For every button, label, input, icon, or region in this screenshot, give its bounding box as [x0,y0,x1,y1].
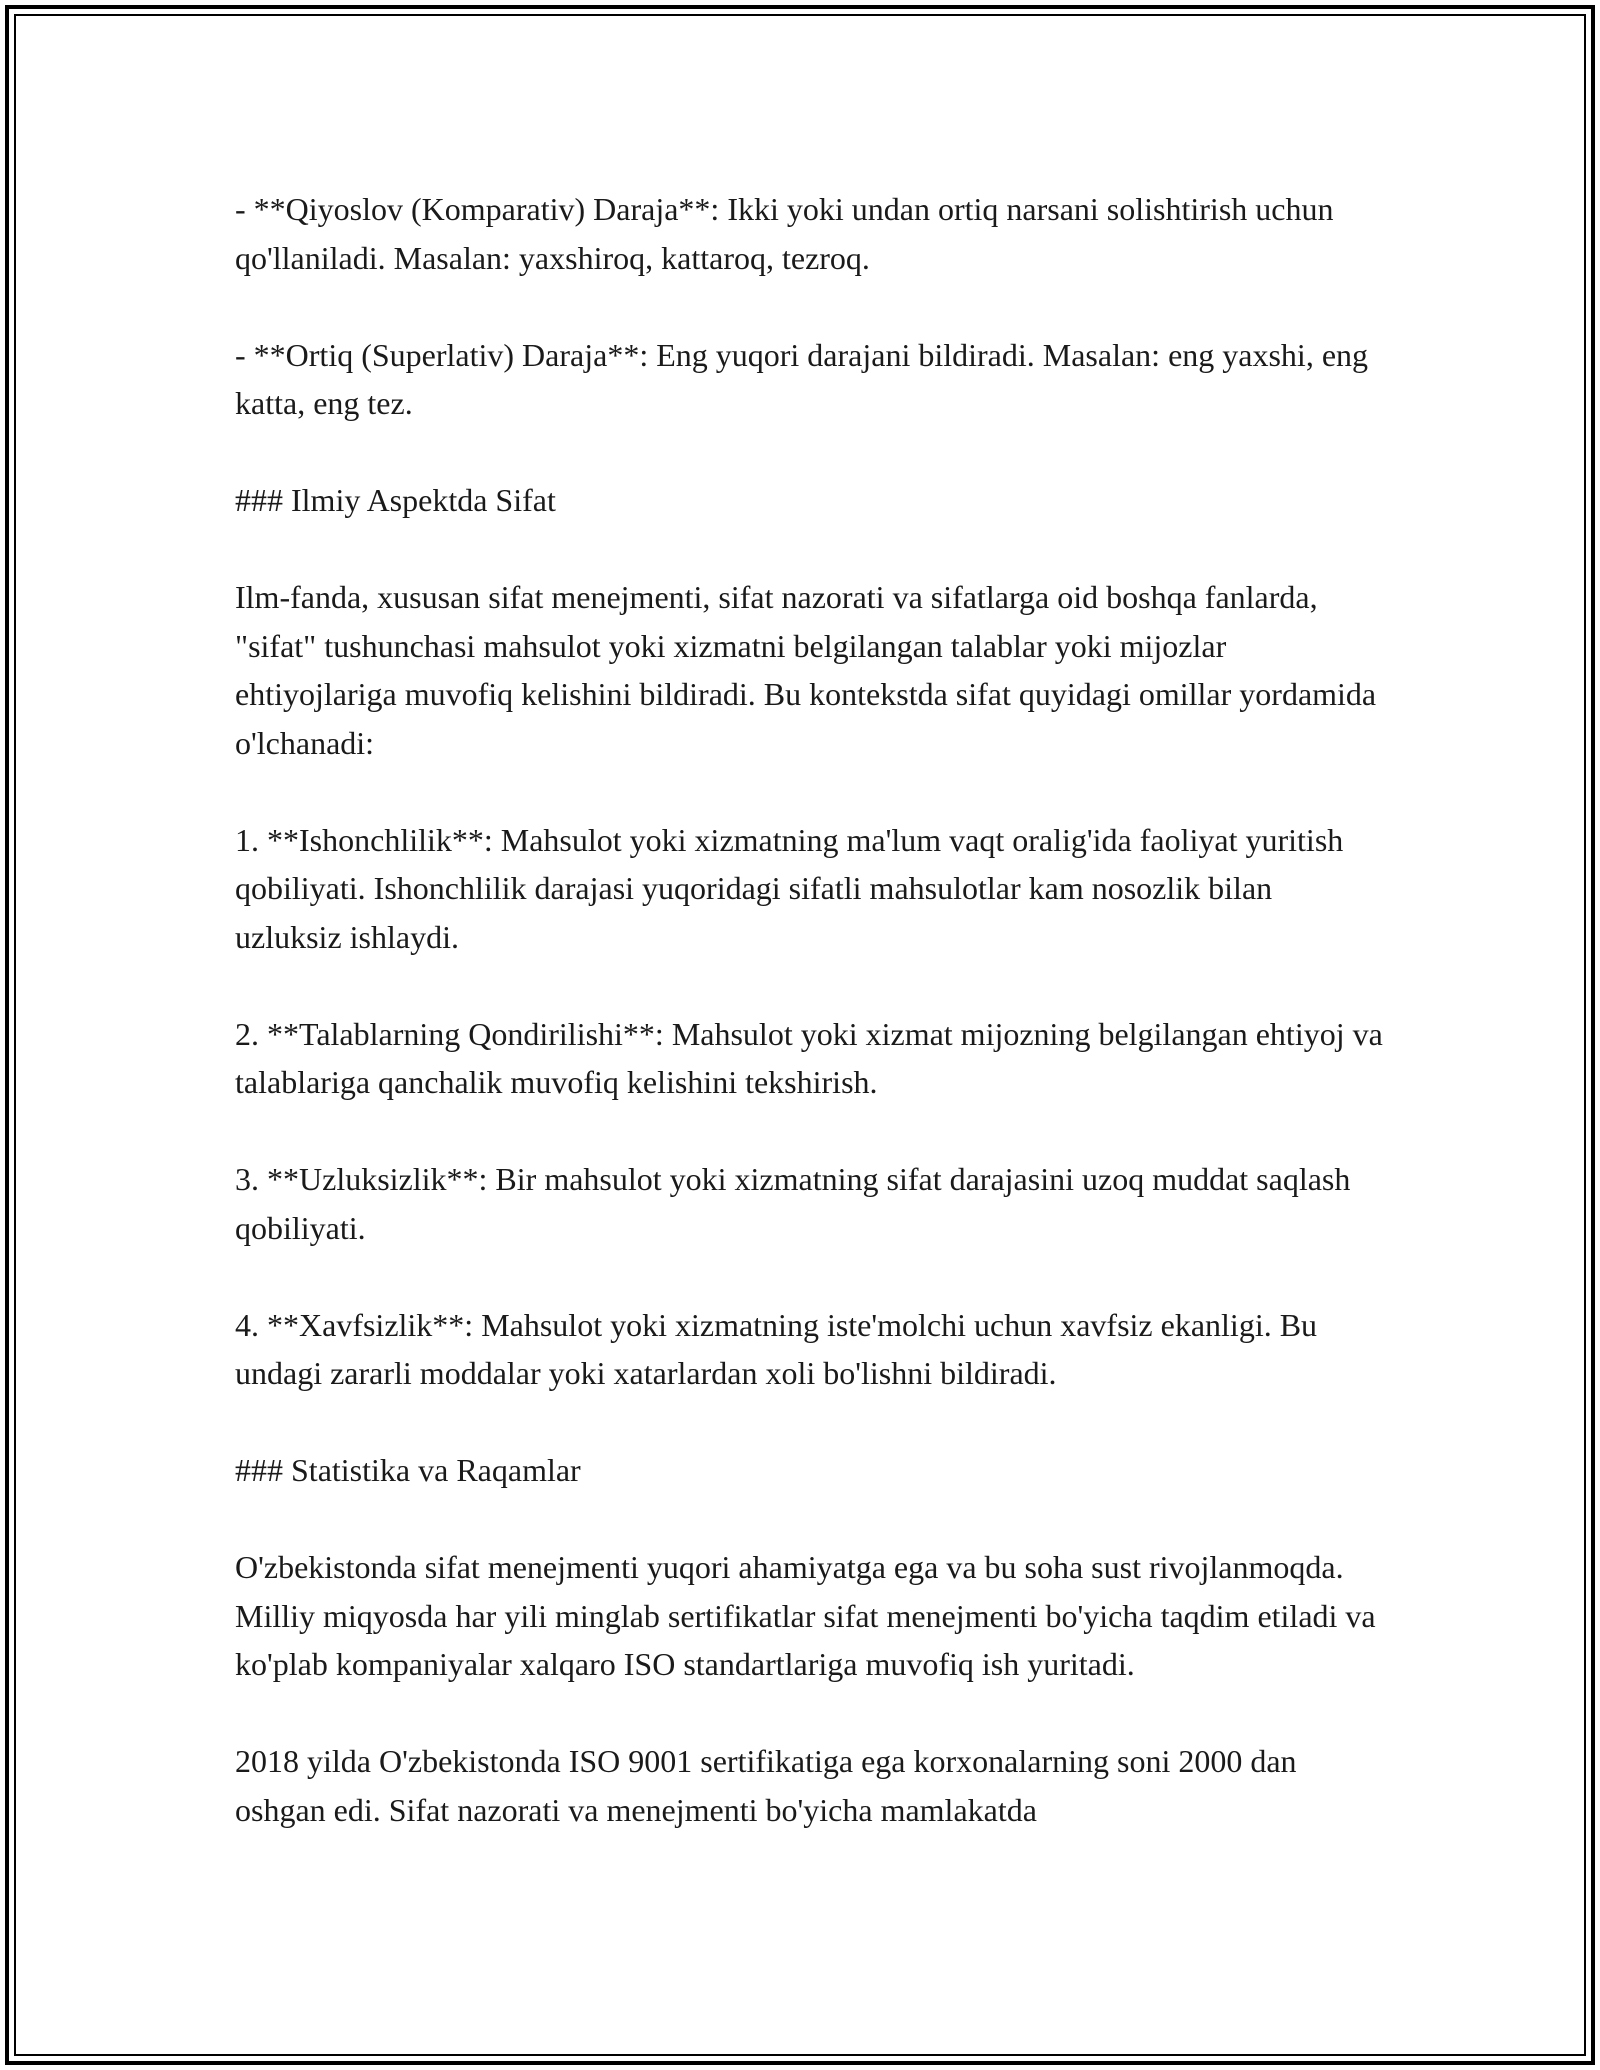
list-item-safety: 4. **Xavfsizlik**: Mahsulot yoki xizmatning iste'molchi uchun xavfsiz ekanligi. Bu undagi zararli moddalar yoki xatarlardan xoli bo'lishni bildiradi. [235,1306,1318,1391]
paragraph-iso-statistics: 2018 yilda O'zbekistonda ISO 9001 sertifikatiga ega korxonalarning soni 2000 dan oshgan edi. Sifat nazorati va menejmenti bo'yicha mamlakatda [235,1743,1297,1828]
document-body [235,185,1385,1883]
list-item-reliability: 1. **Ishonchlilik**: Mahsulot yoki xizmatning ma'lum vaqt oralig'ida faoliyat yuritish qobiliyati. Ishonchlilik darajasi yuqoridagi sifatli mahsulotlar kam nosozlik bilan uzluksiz ishlaydi. [235,821,1344,955]
list-item-requirements: 2. **Talablarning Qondirilishi**: Mahsulot yoki xizmat mijozning belgilangan ehtiyoj va talablariga qanchalik muvofiq kelishini tekshirish. [235,1015,1383,1100]
heading-statistics: ### Statistika va Raqamlar [235,1452,581,1488]
heading-scientific-aspect: ### Ilmiy Aspektda Sifat [235,482,556,518]
paragraph-uzbekistan-quality: O'zbekistonda sifat menejmenti yuqori ahamiyatga ega va bu soha sust rivojlanmoqda. Milliy miqyosda har yili minglab sertifikatlar sifat menejmenti bo'yicha taqdim etiladi va ko'plab kompaniyalar xalqaro ISO standartlariga muvofiq ish yuritadi. [235,1549,1376,1682]
list-item-continuity: 3. **Uzluksizlik**: Bir mahsulot yoki xizmatning sifat darajasini uzoq muddat saqlash qobiliyati. [235,1161,1351,1246]
paragraph-quality-definition: Ilm-fanda, xususan sifat menejmenti, sifat nazorati va sifatlarga oid boshqa fanlarda, "sifat" tushunchasi mahsulot yoki xizmatni belgilangan talablar yoki mijozlar ehtiyojlariga muvofiq kelishini bildiradi. Bu kontekstda sifat quyidagi omillar yordamida o'lchanadi: [235,579,1377,761]
paragraph-comparative-degree: - **Qiyoslov (Komparativ) Daraja**: Ikki yoki undan ortiq narsani solishtirish uchun qo'llaniladi. Masalan: yaxshiroq, kattaroq, tezroq. [235,191,1334,276]
paragraph-superlative-degree: - **Ortiq (Superlativ) Daraja**: Eng yuqori darajani bildiradi. Masalan: eng yaxshi, eng katta, eng tez. [235,336,1369,421]
